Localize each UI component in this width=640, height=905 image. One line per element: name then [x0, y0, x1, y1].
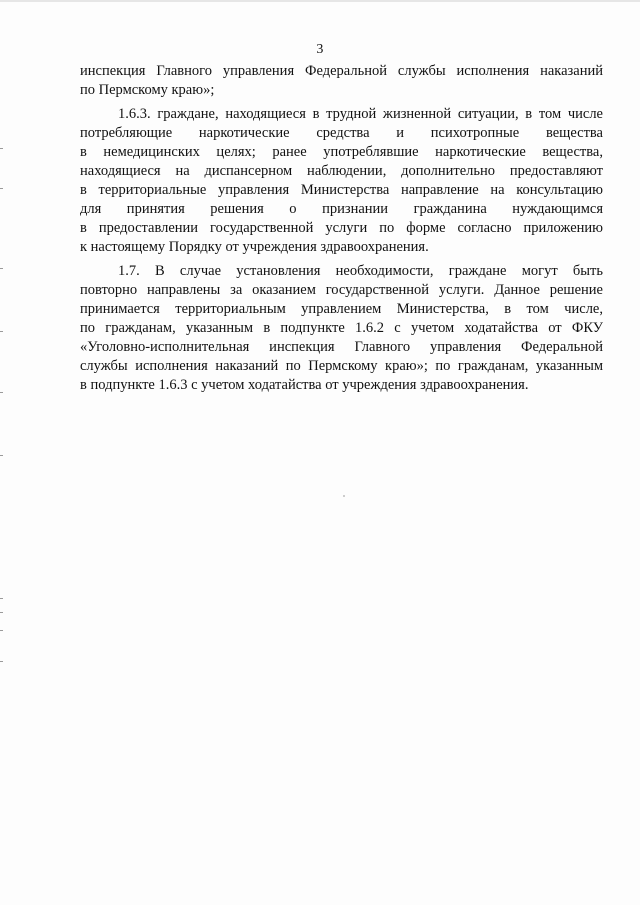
text-line: по Пермскому краю»; — [80, 82, 215, 98]
scan-tick — [0, 268, 3, 269]
text-line: по гражданам, указанным в подпункте 1.6.2 с учетом ходатайства от ФКУ — [80, 320, 603, 336]
scan-tick — [0, 148, 3, 149]
text-line: к настоящему Порядку от учреждения здравоохранения. — [80, 239, 429, 255]
page-top-edge — [0, 0, 640, 2]
scan-tick — [0, 661, 3, 662]
text-line: инспекция Главного управления Федеральной службы исполнения наказаний — [80, 63, 603, 79]
scan-tick — [0, 188, 3, 189]
text-line: в немедицинских целях; ранее употреблявшие наркотические вещества, — [80, 144, 603, 160]
left-margin-scan-marks — [0, 0, 4, 905]
scan-tick — [0, 612, 3, 613]
text-line: в предоставлении государственной услуги по форме согласно приложению — [80, 220, 603, 236]
scan-dust — [343, 495, 345, 497]
scan-tick — [0, 630, 3, 631]
scan-tick — [0, 331, 3, 332]
text-line: «Уголовно-исполнительная инспекция Главного управления Федеральной — [80, 339, 603, 355]
text-line: 1.7. В случае установления необходимости, граждане могут быть — [118, 263, 603, 279]
text-line: повторно направлены за оказанием государственной услуги. Данное решение — [80, 282, 603, 298]
text-line: потребляющие наркотические средства и психотропные вещества — [80, 125, 603, 141]
scan-tick — [0, 455, 3, 456]
scan-tick — [0, 598, 3, 599]
text-line: находящиеся на диспансерном наблюдении, дополнительно предоставляют — [80, 163, 603, 179]
text-line: для принятия решения о признании гражданина нуждающимся — [80, 201, 603, 217]
scan-tick — [0, 392, 3, 393]
text-line: 1.6.3. граждане, находящиеся в трудной жизненной ситуации, в том числе — [118, 106, 603, 122]
text-line: в подпункте 1.6.3 с учетом ходатайства от учреждения здравоохранения. — [80, 377, 529, 393]
text-line: службы исполнения наказаний по Пермскому краю»; по гражданам, указанным — [80, 358, 603, 374]
text-line: принимается территориальным управлением Министерства, в том числе, — [80, 301, 603, 317]
page-number: 3 — [316, 42, 324, 57]
text-line: в территориальные управления Министерства направление на консультацию — [80, 182, 603, 198]
